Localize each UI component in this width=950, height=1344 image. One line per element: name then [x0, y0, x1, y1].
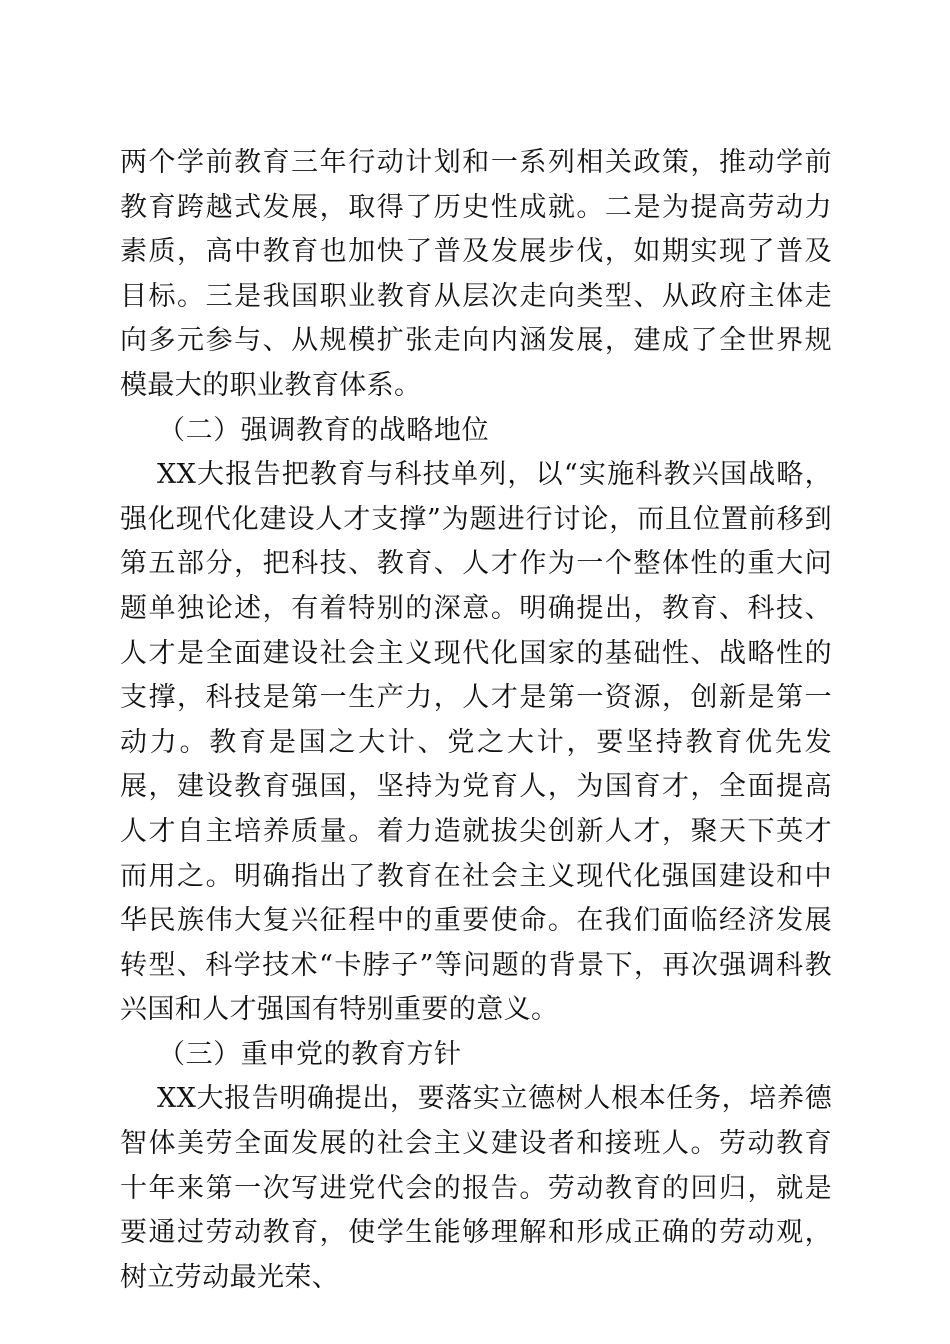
document-body [120, 141, 832, 1300]
section-heading-strategic-position: （二）强调教育的战略地位 [158, 414, 490, 446]
paragraph-preschool-vocational: 两个学前教育三年行动计划和一系列相关政策，推动学前教育跨越式发展，取得了历史性成就。二是为提高劳动力素质，高中教育也加快了普及发展步伐，如期实现了普及目标。三是我国职业教育从层次走向类型、从政府主体走向多元参与、从规模扩张走向内涵发展，建成了全世界规模最大的职业教育体系。 [120, 147, 832, 401]
section-heading-education-policy: （三）重申党的教育方针 [158, 1038, 462, 1070]
paragraph-education-policy: XX大报告明确提出，要落实立德树人根本任务，培养德智体美劳全面发展的社会主义建设者和接班人。劳动教育十年来第一次写进党代会的报告。劳动教育的回归，就是要通过劳动教育，使学生能够理解和形成正确的劳动观，树立劳动最光荣、 [120, 1083, 832, 1293]
paragraph-strategic-position: XX大报告把教育与科技单列，以“实施科教兴国战略，强化现代化建设人才支撑”为题进行讨论，而且位置前移到第五部分，把科技、教育、人才作为一个整体性的重大问题单独论述，有着特别的深意。明确提出，教育、科技、人才是全面建设社会主义现代化国家的基础性、战略性的支撑，科技是第一生产力，人才是第一资源，创新是第一动力。教育是国之大计、党之大计，要坚持教育优先发展，建设教育强国，坚持为党育人，为国育才，全面提高人才自主培养质量。着力造就拔尖创新人才，聚天下英才而用之。明确指出了教育在社会主义现代化强国建设和中华民族伟大复兴征程中的重要使命。在我们面临经济发展转型、科学技术“卡脖子”等问题的背景下，再次强调科教兴国和人才强国有特别重要的意义。 [120, 459, 832, 1026]
